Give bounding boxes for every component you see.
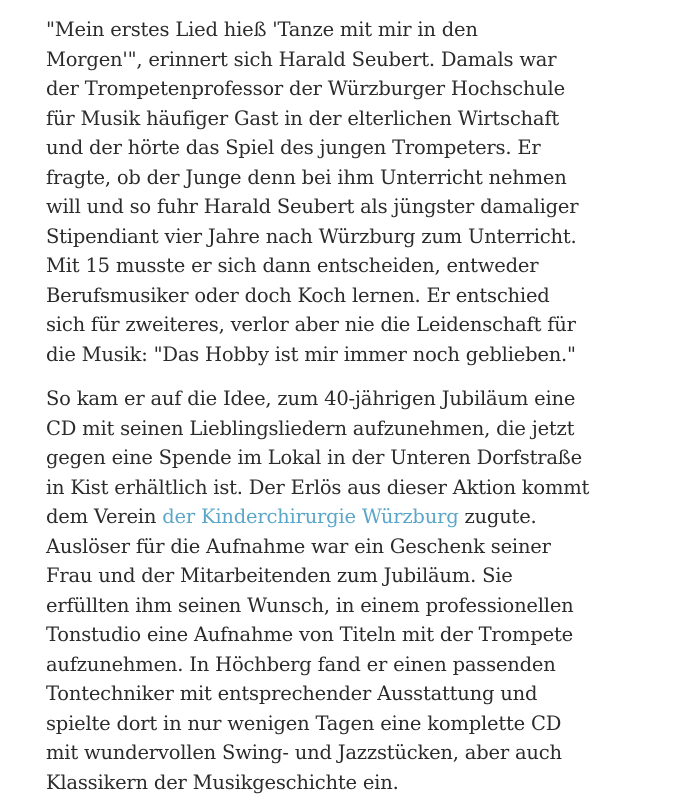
text-line: Stipendiant vier Jahre nach Würzburg zum Unterricht. [46,224,577,248]
text-line: der Trompetenprofessor der Würzburger Hochschule [46,77,565,100]
paragraph-1 [46,15,654,369]
text-line: gegen eine Spende im Lokal in der Unteren Dorfstraße [46,446,582,469]
text-line: und der hörte das Spiel des jungen Trompeters. Er [46,136,541,159]
text-line: Tontechniker mit entsprechender Ausstattung und [46,682,538,705]
text-line: Mit 15 musste er sich dann entscheiden, entweder [46,254,539,277]
link-line [46,502,654,532]
kinderchirurgie-link[interactable]: der Kinderchirurgie Würzburg [162,505,459,528]
text-line: So kam er auf die Idee, zum 40-jährigen Jubiläum eine [46,387,576,410]
link-line-prefix: dem Verein [46,505,163,528]
text-line: Auslöser für die Aufnahme war ein Geschenk seiner [46,534,551,558]
text-line: mit wundervollen Swing- und Jazzstücken, aber auch [46,741,562,764]
text-line: Morgen'", erinnert sich Harald Seubert. Damals war [46,47,557,71]
text-line: CD mit seinen Lieblingsliedern aufzunehmen, die jetzt [46,416,575,440]
text-line: sich für zweiteres, verlor aber nie die Leidenschaft für [46,313,576,336]
text-line: fragte, ob der Junge denn bei ihm Unterricht nehmen [46,165,567,189]
paragraph-2 [46,384,654,797]
text-line: Berufsmusiker oder doch Koch lernen. Er entschied [46,283,550,307]
link-line-suffix: zugute. [458,505,537,528]
text-line: spielte dort in nur wenigen Tagen eine komplette CD [46,711,562,735]
text-line: erfüllten ihm seinen Wunsch, in einem professionellen [46,593,574,617]
text-line: Tonstudio eine Aufnahme von Titeln mit der Trompete [46,623,573,646]
text-line: die Musik: "Das Hobby ist mir immer noch geblieben." [46,342,576,366]
text-line: will und so fuhr Harald Seubert als jüngster damaliger [46,195,579,218]
text-line: aufzunehmen. In Höchberg fand er einen passenden [46,652,556,676]
text-line: "Mein erstes Lied hieß 'Tanze mit mir in den [46,18,478,41]
text-line: Frau und der Mitarbeitenden zum Jubiläum. Sie [46,564,513,587]
text-line: in Kist erhältlich ist. Der Erlös aus dieser Aktion kommt [46,475,590,499]
text-line: Klassikern der Musikgeschichte ein. [46,770,399,794]
text-line: für Musik häufiger Gast in der elterlichen Wirtschaft [46,106,559,130]
